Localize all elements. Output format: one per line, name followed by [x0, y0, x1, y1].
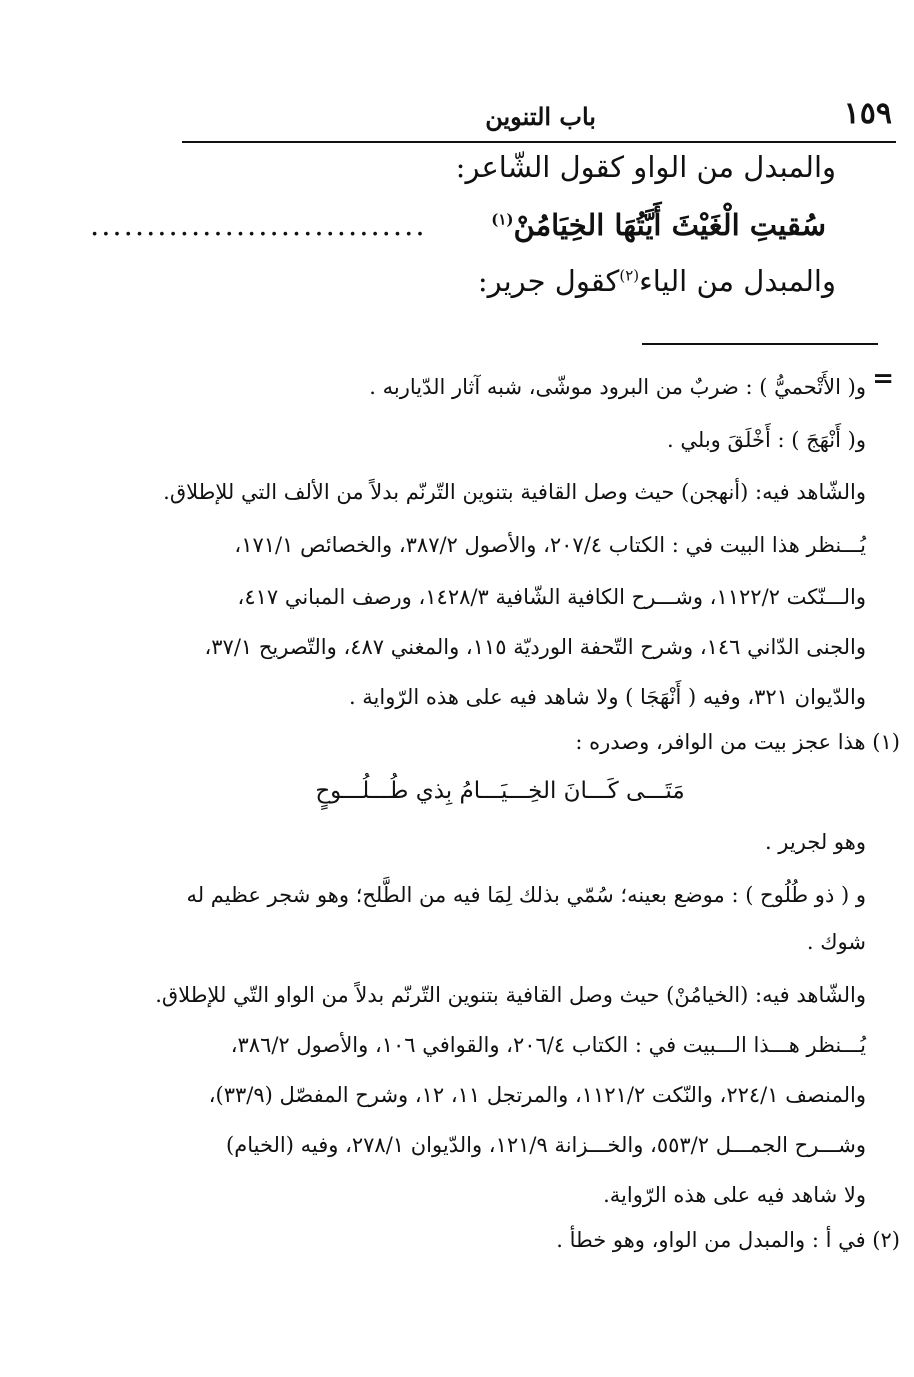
header-rule: [182, 141, 896, 143]
footnote-line-2: و( أَنْهَجَ ) : أَخْلَقَ وبلي .: [667, 428, 866, 452]
footnote-line-3: والشّاهد فيه: (أنهجن) حيث وصل القافية بتنوين التّرنّم بدلاً من الألف التي للإطلاق.: [163, 480, 866, 504]
footnote-line-16: وشـــرح الجمـــل ٥٥٣/٢، والخـــزانة ١٢١/٩، والدّيوان ٢٧٨/١، وفيه (الخيام): [226, 1133, 866, 1157]
footnote-line-15: والمنصف ٢٢٤/١، والنّكت ١١٢١/٢، والمرتجل ١١، ١٢، وشرح المفصّل (٣٣/٩)،: [208, 1083, 866, 1107]
line3-footnote-marker[interactable]: (٢): [619, 266, 640, 285]
main-line-1: والمبدل من الواو كقول الشّاعر:: [455, 150, 836, 184]
main-line-3-part2: كقول جرير:: [477, 264, 620, 298]
footnote-line-11: و ( ذو طُلُوح ) : موضع بعينه؛ سُمّي بذلك لِمَا فيه من الطَّلح؛ وهو شجر عظيم له: [186, 883, 866, 907]
verse-dots: ..............................: [90, 208, 427, 242]
verse-line: [90, 208, 826, 242]
footnote-line-8: (١) هذا عجز بيت من الوافر، وصدره :: [575, 730, 900, 754]
footnote-line-1: و( الأَتْحميُّ ) : ضربٌ من البرود موشّى، شبه آثار الدّياربه .: [369, 375, 866, 399]
footnote-line-7: والدّيوان ٣٢١، وفيه ( أَنْهَجَا ) ولا شاهد فيه على هذه الرّواية .: [348, 685, 866, 709]
verse-footnote-marker[interactable]: (١): [491, 210, 514, 229]
main-line-3: [478, 264, 836, 298]
footnote-line-10: وهو لجرير .: [764, 830, 866, 854]
verse-text: سُقيتِ الْغَيْثَ أَيَّتُهَا الخِيَامُنْ: [513, 208, 826, 242]
footnote-poem-line: مَتَـــى كَـــانَ الخِـــيَـــامُ بِذي طُـــلُـــوحٍ: [315, 778, 685, 804]
footnote-line-12: شوك .: [806, 930, 866, 954]
footnote-line-6: والجنى الدّاني ١٤٦، وشرح التّحفة الورديّة ١١٥، والمغني ٤٨٧، والتّصريح ٣٧/١،: [204, 635, 866, 659]
chapter-title: باب التنوين: [485, 102, 596, 131]
main-line-3-part1: والمبدل من الياء: [639, 264, 836, 298]
footnote-line-13: والشّاهد فيه: (الخيامُنْ) حيث وصل القافية بتنوين التّرنّم بدلاً من الواو التّي للإطلاق.: [155, 983, 866, 1007]
footnote-line-14: يُـــنظر هـــذا الـــبيت في : الكتاب ٢٠٦/٤، والقوافي ١٠٦، والأصول ٣٨٦/٢،: [230, 1033, 866, 1057]
continuation-mark: =: [872, 364, 894, 394]
footnote-line-5: والـــنّكت ١١٢٢/٢، وشـــرح الكافية الشّافية ١٤٢٨/٣، ورصف المباني ٤١٧،: [237, 585, 866, 609]
footnote-line-17: ولا شاهد فيه على هذه الرّواية.: [603, 1183, 866, 1207]
footnote-line-18: (٢) في أ : والمبدل من الواو، وهو خطأ .: [556, 1228, 900, 1252]
footnote-line-4: يُـــنظر هذا البيت في : الكتاب ٢٠٧/٤، والأصول ٣٨٧/٢، والخصائص ١٧١/١،: [234, 533, 866, 557]
footnote-rule: [642, 343, 878, 345]
page-number: ١٥٩: [843, 96, 892, 131]
